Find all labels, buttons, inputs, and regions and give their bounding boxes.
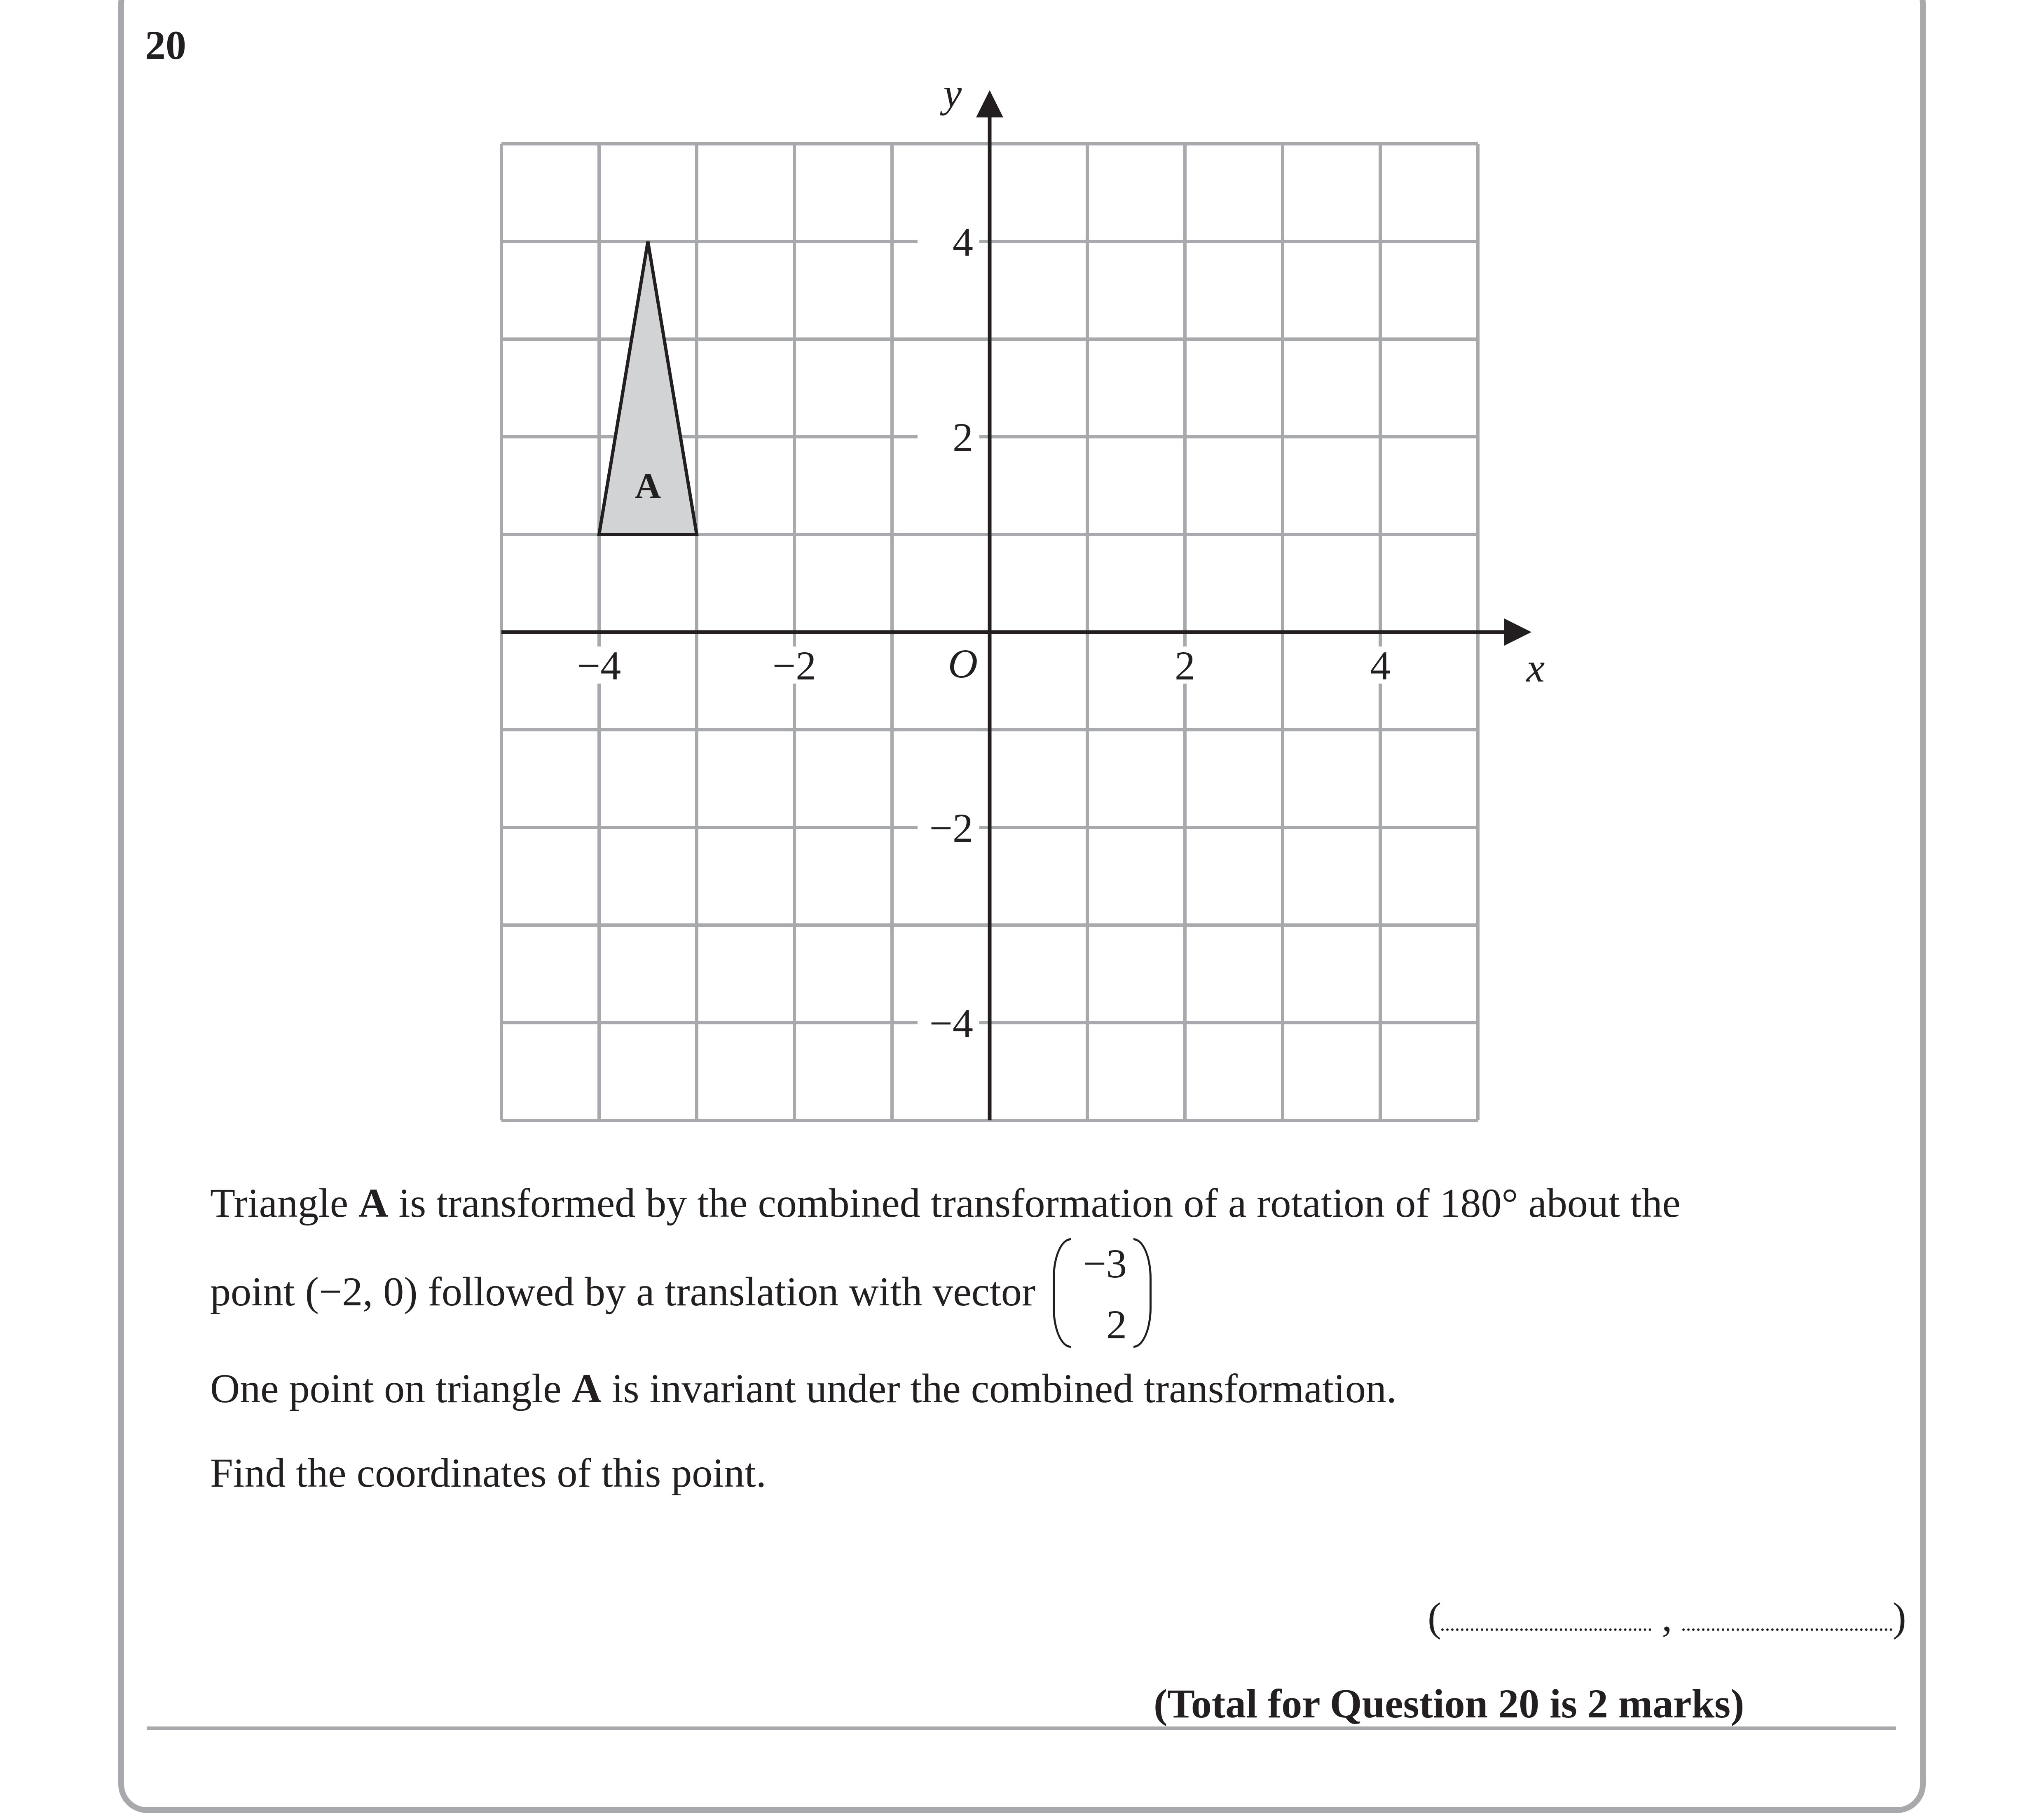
- line1-text-post: is transformed by the combined transformation of a rotation of 180° about the: [388, 1180, 1681, 1226]
- answer-coordinates: [1428, 1594, 1906, 1640]
- x-axis-arrow-icon: [1504, 618, 1531, 646]
- instruction-line-3: [210, 1368, 1397, 1409]
- x-tick-label: −2: [772, 643, 817, 689]
- axes: [501, 90, 1531, 1120]
- instruction-line-1: [210, 1180, 1681, 1226]
- x-tick-label: 2: [1175, 643, 1195, 689]
- y-tick-label: −4: [929, 1000, 973, 1046]
- triangle-layer: [599, 241, 697, 534]
- vector-left-paren: [1053, 1238, 1071, 1348]
- vector-bottom-value: 2: [1106, 1302, 1127, 1347]
- y-tick-label: 2: [953, 415, 973, 460]
- question-number: 20: [145, 22, 186, 68]
- origin-label: O: [948, 641, 978, 686]
- answer-separator: ,: [1662, 1594, 1672, 1640]
- triangle-label-bold: A: [358, 1180, 389, 1226]
- triangle-label-bold-2: A: [571, 1366, 602, 1411]
- total-marks: (Total for Question 20 is 2 marks): [1154, 1681, 1744, 1726]
- answer-x-field[interactable]: [1441, 1600, 1651, 1631]
- line1-text-pre: Triangle: [210, 1180, 359, 1226]
- instruction-line-2: point (−2, 0) followed by a translation with vector: [210, 1269, 1036, 1314]
- translation-vector: [1053, 1238, 1152, 1349]
- x-tick-label: 4: [1370, 643, 1391, 689]
- answer-close-paren: ): [1892, 1594, 1906, 1640]
- bottom-divider: [147, 1726, 1896, 1730]
- vector-top-value: −3: [1083, 1241, 1127, 1286]
- y-tick-label: 4: [953, 219, 973, 265]
- answer-open-paren: (: [1428, 1594, 1442, 1640]
- line3-text-post: is invariant under the combined transformation.: [601, 1366, 1397, 1411]
- y-axis-label: y: [943, 70, 962, 116]
- triangle-a-label: A: [635, 466, 661, 506]
- x-axis-label: x: [1526, 645, 1545, 691]
- vector-right-paren: [1133, 1238, 1152, 1348]
- x-tick-label: −4: [577, 643, 621, 689]
- y-axis-arrow-icon: [976, 90, 1003, 117]
- instruction-line-4: Find the coordinates of this point.: [210, 1450, 766, 1496]
- axis-labels: [940, 70, 1545, 691]
- y-tick-label: −2: [929, 805, 973, 851]
- answer-y-field[interactable]: [1682, 1600, 1892, 1631]
- line3-text-pre: One point on triangle: [210, 1366, 572, 1411]
